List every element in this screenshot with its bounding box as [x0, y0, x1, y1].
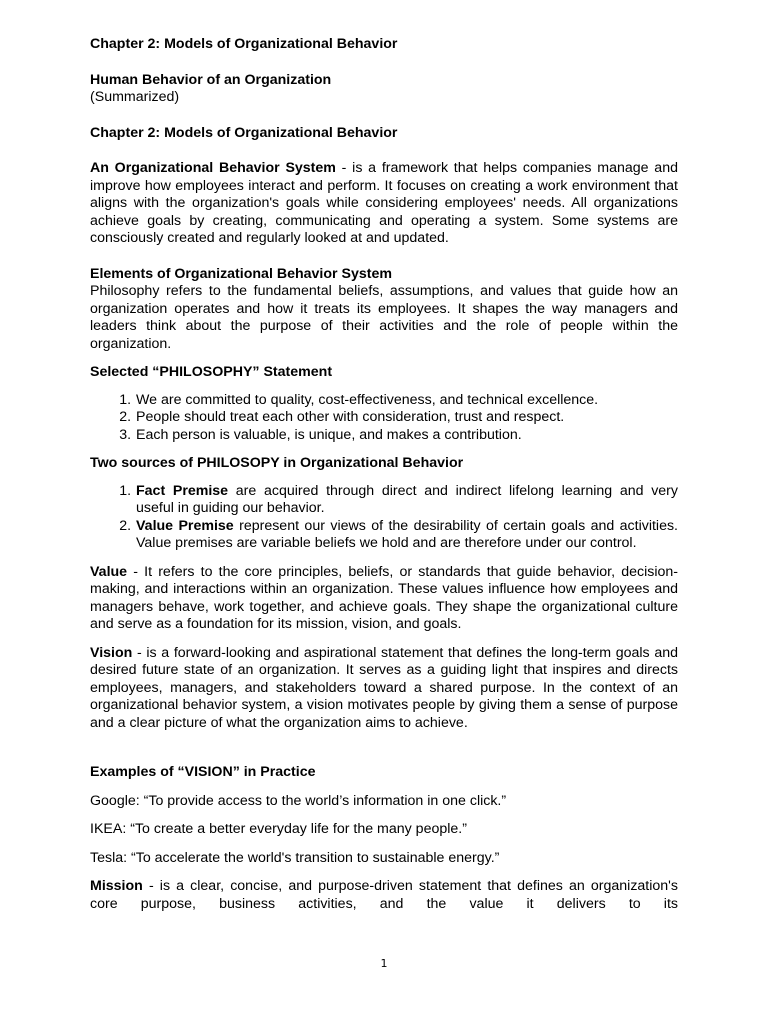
page-number: 1 — [380, 957, 388, 970]
tesla-example: Tesla: “To accelerate the world's transition to sustainable energy.” — [90, 849, 500, 866]
list-item — [135, 483, 678, 518]
obs-paragraph — [90, 160, 678, 248]
chapter-title-repeat: Chapter 2: Models of Organizational Behavior — [90, 124, 398, 141]
google-example: Google: “To provide access to the world’s information in one click.” — [90, 792, 507, 809]
vision-term: Vision — [90, 644, 133, 661]
list-item: 3. Each person is valuable, is unique, and makes a contribution. — [135, 427, 678, 445]
value-paragraph — [90, 564, 678, 634]
fact-premise-text: are acquired through direct and indirect lifelong learning and very useful in guiding our behavior. — [136, 482, 678, 516]
mission-paragraph — [90, 878, 678, 913]
obs-text: - is a framework that helps companies manage and improve how employees interact and perform. It focuses on creating a work environment that aligns with the organization's goals while considering employees' needs. All organizations achieve goals by creating, communicating and operating a system. Some systems are consciously created and regularly looked at and updated. — [90, 160, 678, 246]
obs-term: An Organizational Behavior System — [90, 160, 336, 176]
philosophy-statement-heading: Selected “PHILOSOPHY” Statement — [90, 364, 333, 380]
document-page — [90, 36, 678, 913]
philosophy-list — [90, 392, 678, 445]
value-premise-term: Value Premise — [136, 517, 234, 534]
list-item — [135, 518, 678, 553]
chapter-title: Chapter 2: Models of Organizational Behavior — [90, 36, 398, 52]
mission-term: Mission — [90, 878, 143, 894]
elements-heading: Elements of Organizational Behavior System — [90, 265, 392, 282]
ikea-example: IKEA: “To create a better everyday life for the many people.” — [90, 821, 467, 837]
sources-heading: Two sources of PHILOSOPY in Organizational Behavior — [90, 455, 464, 471]
value-text: - It refers to the core principles, beliefs, or standards that guide behavior, decision-making, and interactions within an organization. These values influence how employees and managers behave, work together, and achieve goals. They shape the organizational culture and serve as a foundation for its mission, vision, and goals. — [90, 563, 678, 632]
value-term: Value — [90, 563, 128, 580]
book-title: Human Behavior of an Organization — [90, 71, 332, 88]
vision-examples-heading: Examples of “VISION” in Practice — [90, 764, 316, 780]
sources-list — [90, 483, 678, 553]
list-item: 1. We are committed to quality, cost-effectiveness, and technical excellence. — [135, 392, 678, 410]
vision-paragraph — [90, 645, 678, 733]
mission-text: - is a clear, concise, and purpose-driven statement that defines an organization's core purpose, business activities, and the value it delivers to its — [90, 878, 678, 912]
list-item: 2. People should treat each other with consideration, trust and respect. — [135, 409, 678, 427]
fact-premise-term: Fact Premise — [136, 482, 229, 499]
value-premise-text: represent our views of the desirability of certain goals and activities. Value premises are variable beliefs we hold and are therefore under our control. — [136, 517, 678, 551]
book-subtitle: (Summarized) — [90, 89, 180, 105]
elements-paragraph: Philosophy refers to the fundamental beliefs, assumptions, and values that guide how an organization operates and how it treats its employees. It shapes the way managers and leaders think about the purpose of their activities and the role of people within the organization. — [90, 283, 678, 352]
vision-text: - is a forward-looking and aspirational statement that defines the long-term goals and desired future state of an organization. It serves as a guiding light that inspires and directs employees, managers, and stakeholders toward a shared purpose. In the context of an organizational behavior system, a vision motivates people by giving them a sense of purpose and a clear picture of what the organization aims to achieve. — [90, 644, 678, 731]
